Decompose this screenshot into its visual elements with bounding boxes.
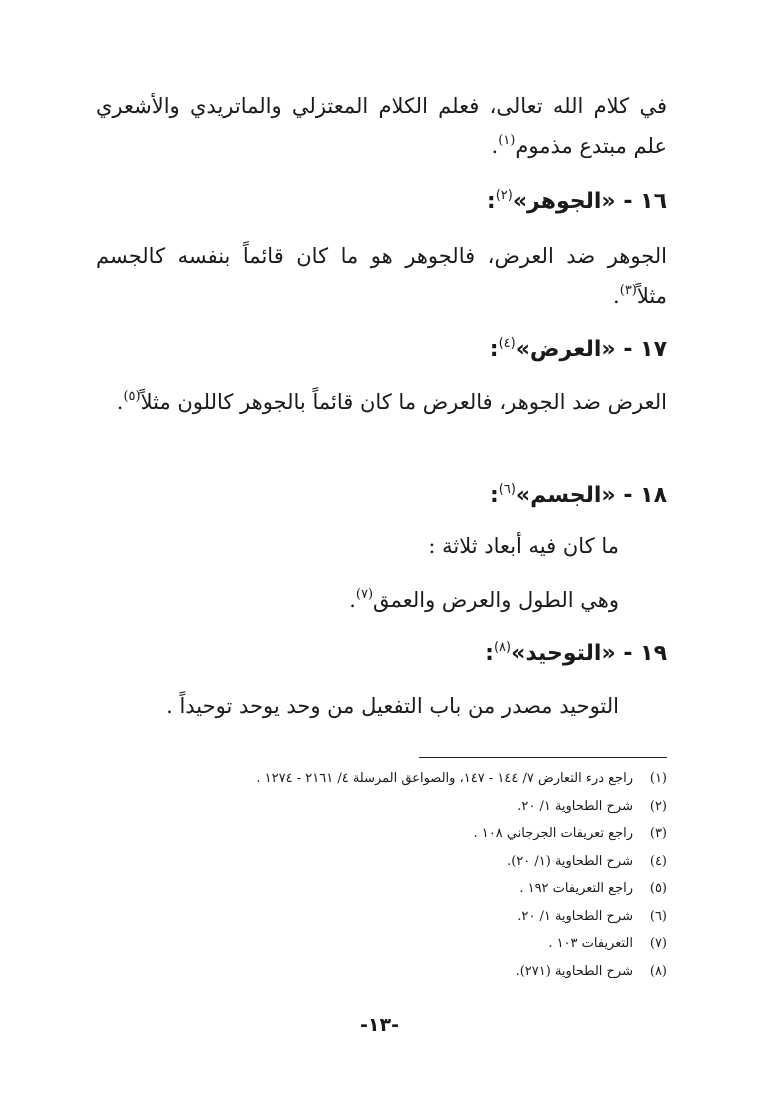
footnote-ref: (٦) [498,482,516,497]
heading-number: ١٩ [640,641,667,666]
footnote-text: راجع التعريفات ١٩٢ . [519,881,633,896]
heading-dash: - [623,189,633,214]
footnote-item [97,958,667,986]
heading-17 [96,330,667,370]
intro-text: في كلام الله تعالى، فعلم الكلام المعتزلي والماتريدي والأشعري علم مبتدع مذموم [96,94,667,158]
footnote-text: راجع تعريفات الجرجاني ١٠٨ . [473,826,633,841]
paragraph-end: . [613,284,620,308]
footnote-number: (٥) [649,881,667,896]
paragraph-17 [96,382,667,422]
heading-colon: : [489,337,499,362]
heading-colon: : [486,189,496,214]
heading-19 [96,634,667,674]
heading-dash: - [623,337,633,362]
footnote-number: (٣) [649,826,667,841]
heading-colon: : [485,641,494,666]
line-19-1: التوحيد مصدر من باب التفعيل من وحد يوحد توحيداً . [166,694,619,718]
intro-end: . [491,134,499,158]
paragraph-text: العرض ضد الجوهر، فالعرض ما كان قائماً بالجوهر كاللون مثلاً [140,390,667,414]
footnote-number: (٨) [649,963,667,979]
footnote-item [97,903,667,931]
line-18-1: ما كان فيه أبعاد ثلاثة : [428,534,619,558]
footnote-ref: (٤) [498,336,516,351]
paragraph-text: الجوهر ضد العرض، فالجوهر هو ما كان قائماً بنفسه كالجسم مثلاً [96,244,667,308]
footnote-item [97,848,667,876]
page-number: -١٣- [360,1014,399,1036]
heading-number: ١٦ [640,189,667,214]
footnote-item [97,875,667,903]
footnote-ref: (٣) [619,283,637,298]
footnote-item [97,765,667,793]
footnote-item [97,930,667,958]
footnote-text: راجع درء التعارض ٧/ ١٤٤ - ١٤٧، والصواعق المرسلة ٤/ ٢١٦١ - ١٢٧٤ . [256,771,633,786]
heading-number: ١٨ [640,483,667,508]
footnote-text: شرح الطحاوية ١/ ٢٠. [517,798,633,814]
heading-colon: : [489,483,499,508]
heading-18 [96,476,667,516]
footnote-ref: (٨) [493,640,512,655]
line-text: وهي الطول والعرض والعمق [373,588,619,612]
footnote-number: (١) [649,771,667,786]
footnote-ref: (١) [498,133,516,148]
footnote-text: شرح الطحاوية (٢٧١). [515,963,633,979]
footnote-number: (٦) [649,908,667,924]
footnote-text: التعريفات ١٠٣ . [548,936,633,951]
footnote-ref: (٧) [355,587,374,602]
footnote-number: (٧) [649,936,667,951]
footnote-number: (٢) [649,798,667,814]
footnote-text: شرح الطحاوية ١/ ٢٠. [517,908,633,924]
footnote-number: (٤) [649,853,667,869]
heading-term: «الجوهر» [512,189,616,214]
footnote-item [97,820,667,848]
heading-dash: - [623,483,633,508]
footnote-text: شرح الطحاوية (١/ ٢٠). [507,853,633,869]
footnotes-list [97,765,667,985]
footnote-ref: (٥) [123,389,141,404]
line-18-2 [96,580,619,620]
heading-number: ١٧ [640,337,667,362]
heading-term: «الجسم» [515,483,616,508]
heading-16 [96,182,667,222]
footnote-item [97,793,667,821]
footnote-separator [419,757,667,758]
paragraph-end: . [116,390,124,414]
heading-dash: - [623,641,633,666]
heading-term: «العرض» [515,337,616,362]
line-end: . [349,588,356,612]
paragraph-16 [96,236,667,316]
footnote-ref: (٢) [495,188,513,203]
intro-paragraph [96,86,667,166]
heading-term: «التوحيد» [511,641,616,666]
